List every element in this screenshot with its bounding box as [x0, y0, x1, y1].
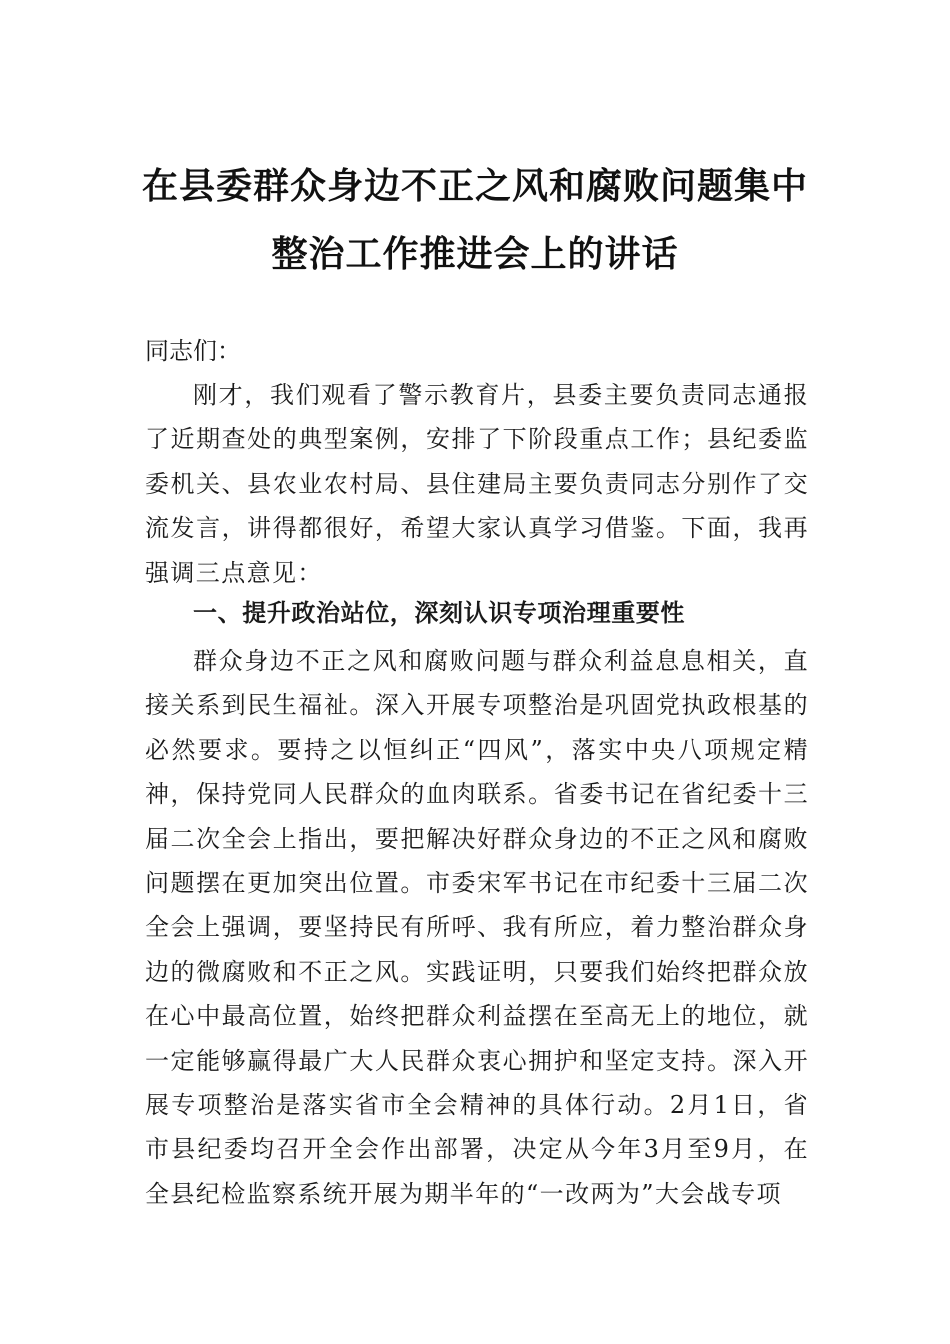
- paragraph-section-1-body: 群众身边不正之风和腐败问题与群众利益息息相关，直接关系到民生福祉。深入开展专项整治是巩固党执政根基的必然要求。要持之以恒纠正“四风”，落实中央八项规定精神，保持党同人民群众的血肉联系。省委书记在省纪委十三届二次全会上指出，要把解决好群众身边的不正之风和腐败问题摆在更加突出位置。市委宋军书记在市纪委十三届二次全会上强调，要坚持民有所呼、我有所应，着力整治群众身边的微腐败和不正之风。实践证明，只要我们始终把群众放在心中最高位置，始终把群众利益摆在至高无上的地位，就一定能够赢得最广大人民群众衷心拥护和坚定支持。深入开展专项整治是落实省市全会精神的具体行动。2月1日，省市县纪委均召开全会作出部署，决定从今年3月至9月，在全县纪检监察系统开展为期半年的“一改两为”大会战专项: [145, 647, 809, 1208]
- document-title-line-1: 在县委群众身边不正之风和腐败问题集中: [141, 165, 808, 207]
- document-title-line-2: 整治工作推进会上的讲话: [271, 233, 679, 275]
- paragraph-opening: 刚才，我们观看了警示教育片，县委主要负责同志通报了近期查处的典型案例，安排了下阶段重点工作；县纪委监委机关、县农业农村局、县住建局主要负责同志分别作了交流发言，讲得都很好，希望大家认真学习借鉴。下面，我再强调三点意见：: [145, 381, 809, 587]
- salutation: 同志们：: [145, 337, 241, 365]
- section-heading-1: 一、提升政治站位，深刻认识专项治理重要性: [193, 599, 685, 627]
